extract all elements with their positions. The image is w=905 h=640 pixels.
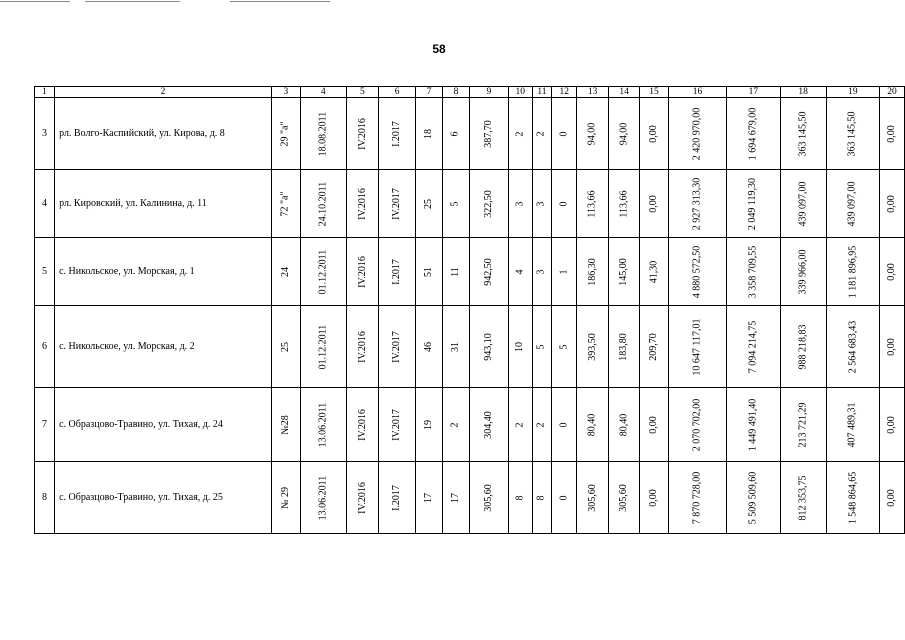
- cell-value: 6: [449, 131, 461, 136]
- cell-value: 0,00: [886, 488, 898, 507]
- cell-value: 94,00: [586, 122, 598, 145]
- cell-value: 17: [449, 492, 461, 503]
- table-cell: [415, 462, 442, 534]
- cell-value: 2 070 702,00: [691, 398, 703, 451]
- cell-value: 305,60: [586, 483, 598, 512]
- cell-value: 2: [514, 422, 526, 427]
- cell-value: IV.2016: [356, 481, 368, 514]
- table-cell: [271, 238, 300, 306]
- cell-value: 8: [535, 495, 547, 500]
- table-cell: [727, 170, 781, 238]
- column-header: 9: [469, 87, 508, 98]
- table-cell: [443, 170, 470, 238]
- table-cell: [300, 170, 346, 238]
- cell-value: 3: [535, 269, 547, 274]
- table-cell: [469, 306, 508, 388]
- register-table: [34, 86, 905, 534]
- row-number: 7: [35, 388, 55, 462]
- table-cell: [880, 98, 905, 170]
- cell-value: 0,00: [886, 124, 898, 143]
- cell-value: 17: [423, 492, 435, 503]
- table-cell: [780, 388, 826, 462]
- row-number: 6: [35, 306, 55, 388]
- cell-value: 1: [558, 269, 570, 274]
- table-cell: [509, 388, 533, 462]
- cell-value: 8: [514, 495, 526, 500]
- cell-value: 72 "а": [279, 190, 291, 217]
- cell-value: 13.06.2011: [317, 402, 329, 447]
- cell-value: 0: [558, 422, 570, 427]
- cell-value: 24.10.2011: [317, 181, 329, 226]
- table-row: [35, 462, 905, 534]
- column-header: 15: [640, 87, 669, 98]
- cell-value: IV.2016: [356, 187, 368, 220]
- cell-value: I.2017: [391, 484, 403, 511]
- cell-value: 29 "а": [279, 120, 291, 147]
- table-cell: [668, 238, 726, 306]
- table-cell: [609, 306, 640, 388]
- table-cell: [668, 98, 726, 170]
- table-cell: [577, 306, 609, 388]
- cell-value: 13.06.2011: [317, 475, 329, 520]
- table-row: [35, 306, 905, 388]
- cell-value: 209,70: [648, 332, 660, 361]
- cell-value: IV.2017: [391, 330, 403, 363]
- table-cell: [379, 462, 416, 534]
- table-cell: [552, 98, 577, 170]
- table-cell: [552, 306, 577, 388]
- cell-value: 0: [558, 201, 570, 206]
- column-header: 16: [668, 87, 726, 98]
- cell-value: 2: [535, 131, 547, 136]
- table-cell: [552, 388, 577, 462]
- cell-value: 0,00: [648, 194, 660, 213]
- cell-value: 5: [535, 344, 547, 349]
- cell-value: 363 145,50: [797, 111, 809, 156]
- column-number-row: [35, 87, 905, 98]
- cell-value: 25: [279, 341, 291, 352]
- address-cell: с. Никольское, ул. Морская, д. 2: [55, 306, 272, 388]
- cell-value: IV.2016: [356, 408, 368, 441]
- table-cell: [727, 238, 781, 306]
- cell-value: 988 218,83: [797, 324, 809, 369]
- cell-value: 2: [449, 422, 461, 427]
- table-cell: [379, 170, 416, 238]
- cell-value: 80,40: [586, 413, 598, 436]
- table-cell: [826, 388, 880, 462]
- table-cell: [469, 462, 508, 534]
- row-number: 3: [35, 98, 55, 170]
- table-cell: [880, 170, 905, 238]
- row-number: 4: [35, 170, 55, 238]
- cell-value: 213 721,29: [797, 402, 809, 447]
- table-cell: [379, 98, 416, 170]
- table-cell: [826, 306, 880, 388]
- table-cell: [609, 98, 640, 170]
- table-cell: [880, 238, 905, 306]
- cell-value: 25: [423, 198, 435, 209]
- table-cell: [780, 170, 826, 238]
- table-cell: [300, 388, 346, 462]
- cell-value: 18.08.2011: [317, 111, 329, 156]
- cell-value: I.2017: [391, 120, 403, 147]
- table-cell: [271, 462, 300, 534]
- table-cell: [300, 238, 346, 306]
- table-cell: [668, 306, 726, 388]
- table-cell: [346, 98, 379, 170]
- cell-value: 186,30: [586, 257, 598, 286]
- table-cell: [668, 462, 726, 534]
- cell-value: 2 420 970,00: [691, 107, 703, 160]
- table-cell: [469, 388, 508, 462]
- table-cell: [826, 238, 880, 306]
- cell-value: № 29: [279, 486, 291, 509]
- column-header: 5: [346, 87, 379, 98]
- cell-value: 0,00: [886, 194, 898, 213]
- column-header: 18: [780, 87, 826, 98]
- table-cell: [443, 462, 470, 534]
- cell-value: IV.2017: [391, 187, 403, 220]
- table-cell: [552, 238, 577, 306]
- page-number: 58: [432, 42, 446, 56]
- cell-value: 3: [514, 201, 526, 206]
- cell-value: 10: [514, 341, 526, 352]
- table-cell: [727, 98, 781, 170]
- table-cell: [552, 462, 577, 534]
- scan-line: [230, 1, 330, 2]
- cell-value: 0,00: [648, 415, 660, 434]
- cell-value: 01.12.2011: [317, 249, 329, 294]
- column-header: 7: [415, 87, 442, 98]
- cell-value: 305,60: [482, 483, 494, 512]
- address-cell: с. Образцово-Травино, ул. Тихая, д. 24: [55, 388, 272, 462]
- cell-value: 145,00: [618, 257, 630, 286]
- cell-value: 439 097,00: [797, 181, 809, 226]
- column-header: 20: [880, 87, 905, 98]
- column-header: 17: [727, 87, 781, 98]
- table-cell: [577, 170, 609, 238]
- row-number: 8: [35, 462, 55, 534]
- cell-value: 24: [279, 266, 291, 277]
- table-cell: [609, 462, 640, 534]
- table-cell: [469, 98, 508, 170]
- table-cell: [609, 388, 640, 462]
- cell-value: 113,66: [618, 189, 630, 218]
- table-cell: [532, 306, 552, 388]
- column-header: 10: [509, 87, 533, 98]
- cell-value: 01.12.2011: [317, 324, 329, 369]
- cell-value: 1 694 679,00: [747, 107, 759, 160]
- column-header: 13: [577, 87, 609, 98]
- cell-value: 5: [558, 344, 570, 349]
- table-cell: [780, 306, 826, 388]
- cell-value: 407 489,31: [846, 402, 858, 447]
- cell-value: 0,00: [886, 262, 898, 281]
- address-cell: с. Никольское, ул. Морская, д. 1: [55, 238, 272, 306]
- table-cell: [379, 306, 416, 388]
- cell-value: 5: [449, 201, 461, 206]
- table-cell: [609, 238, 640, 306]
- cell-value: 339 966,00: [797, 249, 809, 294]
- cell-value: 94,00: [618, 122, 630, 145]
- table-cell: [346, 462, 379, 534]
- cell-value: 2: [535, 422, 547, 427]
- cell-value: 812 353,75: [797, 475, 809, 520]
- cell-value: 1 181 896,95: [846, 245, 858, 298]
- table-cell: [379, 388, 416, 462]
- cell-value: 10 647 117,01: [691, 317, 703, 376]
- cell-value: 41,30: [648, 260, 660, 283]
- table-cell: [552, 170, 577, 238]
- cell-value: 4 880 572,50: [691, 245, 703, 298]
- cell-value: 0,00: [648, 488, 660, 507]
- table-cell: [271, 388, 300, 462]
- table-cell: [640, 238, 669, 306]
- table-cell: [532, 98, 552, 170]
- table-cell: [271, 98, 300, 170]
- cell-value: 393,50: [586, 332, 598, 361]
- address-cell: с. Образцово-Травино, ул. Тихая, д. 25: [55, 462, 272, 534]
- table-cell: [469, 238, 508, 306]
- table-cell: [640, 462, 669, 534]
- table-cell: [640, 98, 669, 170]
- cell-value: 2: [514, 131, 526, 136]
- cell-value: 943,10: [482, 332, 494, 361]
- column-header: 2: [55, 87, 272, 98]
- table-cell: [300, 462, 346, 534]
- table-cell: [271, 170, 300, 238]
- table-cell: [532, 238, 552, 306]
- table-cell: [727, 388, 781, 462]
- table-cell: [532, 462, 552, 534]
- table-cell: [640, 170, 669, 238]
- table-cell: [532, 170, 552, 238]
- column-header: 12: [552, 87, 577, 98]
- table-cell: [780, 462, 826, 534]
- table-cell: [415, 238, 442, 306]
- table-cell: [346, 306, 379, 388]
- table-cell: [509, 98, 533, 170]
- cell-value: 3: [535, 201, 547, 206]
- column-header: 1: [35, 87, 55, 98]
- cell-value: 183,80: [618, 332, 630, 361]
- table-cell: [509, 462, 533, 534]
- table-cell: [880, 306, 905, 388]
- table-cell: [640, 388, 669, 462]
- cell-value: 439 097,00: [846, 181, 858, 226]
- cell-value: IV.2016: [356, 255, 368, 288]
- table-cell: [826, 170, 880, 238]
- cell-value: 1 548 864,65: [846, 471, 858, 524]
- address-cell: рл. Волго-Каспийский, ул. Кирова, д. 8: [55, 98, 272, 170]
- cell-value: I.2017: [391, 258, 403, 285]
- cell-value: 1 449 491,40: [747, 398, 759, 451]
- table-row: [35, 238, 905, 306]
- row-number: 5: [35, 238, 55, 306]
- table-cell: [577, 388, 609, 462]
- table-cell: [300, 306, 346, 388]
- cell-value: №28: [279, 414, 291, 435]
- cell-value: 2 564 683,43: [846, 320, 858, 373]
- cell-value: 113,66: [586, 189, 598, 218]
- table-cell: [577, 238, 609, 306]
- table-cell: [640, 306, 669, 388]
- column-header: 6: [379, 87, 416, 98]
- column-header: 8: [443, 87, 470, 98]
- column-header: 3: [271, 87, 300, 98]
- cell-value: 0,00: [648, 124, 660, 143]
- table-cell: [577, 98, 609, 170]
- table-cell: [532, 388, 552, 462]
- table-row: [35, 98, 905, 170]
- cell-value: IV.2016: [356, 330, 368, 363]
- cell-value: 0: [558, 495, 570, 500]
- cell-value: 31: [449, 341, 461, 352]
- table-cell: [780, 98, 826, 170]
- table-cell: [379, 238, 416, 306]
- table-cell: [826, 462, 880, 534]
- cell-value: 19: [423, 419, 435, 430]
- cell-value: 322,50: [482, 189, 494, 218]
- table-cell: [727, 462, 781, 534]
- cell-value: 2 927 313,30: [691, 177, 703, 230]
- cell-value: 3 358 709,55: [747, 245, 759, 298]
- cell-value: 4: [514, 269, 526, 274]
- column-header: 19: [826, 87, 880, 98]
- table-cell: [346, 170, 379, 238]
- table-cell: [668, 388, 726, 462]
- table-cell: [509, 306, 533, 388]
- table-cell: [509, 170, 533, 238]
- cell-value: 18: [423, 128, 435, 139]
- table-cell: [609, 170, 640, 238]
- table-cell: [780, 238, 826, 306]
- scan-line: [85, 1, 180, 2]
- table-cell: [415, 170, 442, 238]
- cell-value: 7 094 214,75: [747, 320, 759, 373]
- cell-value: 0,00: [886, 337, 898, 356]
- cell-value: 305,60: [618, 483, 630, 512]
- table-cell: [443, 238, 470, 306]
- table-cell: [469, 170, 508, 238]
- cell-value: IV.2017: [391, 408, 403, 441]
- table-cell: [300, 98, 346, 170]
- address-cell: рл. Кировский, ул. Калинина, д. 11: [55, 170, 272, 238]
- table-cell: [443, 388, 470, 462]
- table-cell: [346, 238, 379, 306]
- table-cell: [826, 98, 880, 170]
- cell-value: IV.2016: [356, 117, 368, 150]
- cell-value: 942,50: [482, 257, 494, 286]
- table-cell: [880, 388, 905, 462]
- column-header: 11: [532, 87, 552, 98]
- scan-line: [0, 1, 70, 2]
- table-cell: [668, 170, 726, 238]
- cell-value: 80,40: [618, 413, 630, 436]
- cell-value: 363 145,50: [846, 111, 858, 156]
- table-cell: [509, 238, 533, 306]
- cell-value: 46: [423, 341, 435, 352]
- column-header: 4: [300, 87, 346, 98]
- column-header: 14: [609, 87, 640, 98]
- table-cell: [577, 462, 609, 534]
- cell-value: 7 870 728,00: [691, 471, 703, 524]
- table-cell: [443, 306, 470, 388]
- table-cell: [443, 98, 470, 170]
- cell-value: 11: [449, 266, 461, 277]
- cell-value: 0: [558, 131, 570, 136]
- cell-value: 0,00: [886, 415, 898, 434]
- cell-value: 2 049 119,30: [747, 177, 759, 230]
- cell-value: 304,40: [482, 410, 494, 439]
- table-cell: [271, 306, 300, 388]
- cell-value: 387,70: [482, 119, 494, 148]
- table-cell: [880, 462, 905, 534]
- table-cell: [415, 388, 442, 462]
- table-cell: [346, 388, 379, 462]
- cell-value: 51: [423, 266, 435, 277]
- table-row: [35, 388, 905, 462]
- table-row: [35, 170, 905, 238]
- table-cell: [415, 98, 442, 170]
- table-cell: [415, 306, 442, 388]
- cell-value: 5 509 509,60: [747, 471, 759, 524]
- table-cell: [727, 306, 781, 388]
